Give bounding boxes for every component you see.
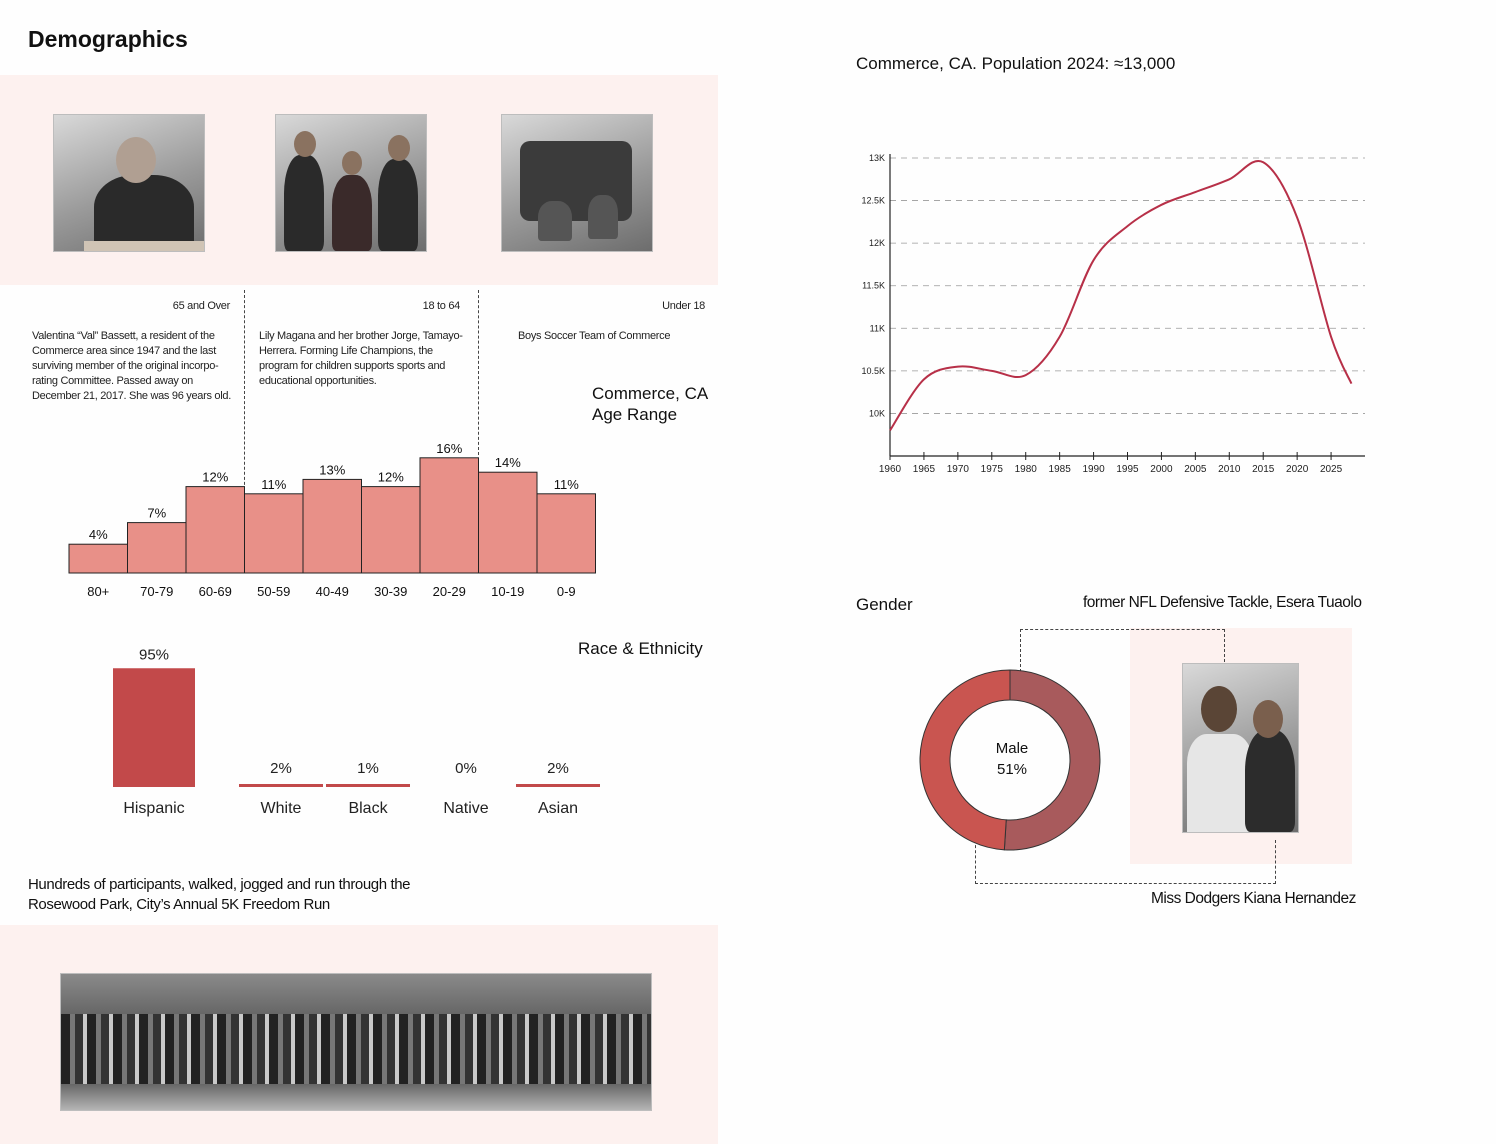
race-category-label: Asian — [537, 800, 579, 817]
photo-valentina-bassett — [53, 114, 205, 252]
race-category-label: Black — [348, 800, 388, 817]
race-ethnicity-chart — [95, 635, 615, 825]
age-tick-label: 10-19 — [491, 584, 525, 599]
age-bar — [186, 487, 245, 573]
photo-caption: Valentina “Val” Bassett, a resident of the Commerce area since 1947 and the last surviving member of the original incorpo-rating Committee. Passed away on December 21, 2017. She was 96 years old. — [32, 330, 231, 402]
photo-caption: Lily Magana and her brother Jorge, Tamayo-Herrera. Forming Life Champions, the program for children supports sports and educational opportunities. — [259, 330, 463, 387]
gender-donut-chart — [918, 668, 1102, 852]
x-tick-label: 1975 — [980, 464, 1003, 475]
photo-lily-jorge — [275, 114, 427, 252]
photo-caption-bottom: Miss Dodgers Kiana Hernandez — [1151, 890, 1356, 907]
y-tick-label: 13K — [868, 153, 885, 163]
age-bar-label: 12% — [377, 469, 404, 485]
population-chart — [850, 140, 1380, 485]
race-bar — [113, 668, 195, 787]
age-chart-title: Commerce, CA — [592, 384, 709, 403]
age-bar-label: 12% — [202, 469, 229, 485]
race-chart-title: Race & Ethnicity — [578, 639, 703, 658]
x-tick-label: 1990 — [1082, 464, 1105, 475]
y-tick-label: 12.5K — [861, 195, 885, 206]
age-bar-label: 7% — [147, 505, 167, 521]
race-bar-label: 1% — [357, 760, 379, 777]
x-tick-label: 1960 — [878, 464, 902, 475]
age-bar-label: 11% — [261, 476, 287, 492]
divider-line — [478, 290, 479, 455]
age-tick-label: 60-69 — [198, 584, 232, 599]
photo-tuaolo-hernandez — [1182, 663, 1299, 833]
y-tick-label: 11K — [869, 323, 885, 334]
race-bar-label: 95% — [138, 646, 170, 664]
age-tick-label: 70-79 — [140, 584, 174, 599]
age-tick-label: 80+ — [87, 584, 110, 599]
age-category-label: Under 18 — [662, 300, 705, 312]
race-bar-label: 2% — [270, 760, 292, 777]
run-caption: Hundreds of participants, walked, jogged and run through the — [28, 876, 411, 893]
age-bar-label: 11% — [553, 476, 579, 492]
age-bar-label: 13% — [319, 462, 346, 478]
page-title: Demographics — [28, 26, 188, 52]
x-tick-label: 2000 — [1150, 464, 1173, 475]
age-tick-label: 30-39 — [374, 584, 408, 599]
age-category-label: 65 and Over — [172, 300, 230, 312]
age-bar-label: 4% — [88, 527, 108, 543]
y-tick-label: 11.5K — [862, 280, 885, 291]
y-tick-label: 12K — [868, 238, 885, 249]
run-caption: Rosewood Park, City’s Annual 5K Freedom Run — [28, 896, 330, 913]
x-tick-label: 2020 — [1286, 464, 1309, 475]
race-bar — [326, 784, 410, 787]
race-bar-label: 2% — [547, 760, 569, 777]
donut-slice-male — [1004, 670, 1100, 850]
age-bar — [479, 472, 538, 573]
age-chart-subtitle: Age Range — [592, 405, 678, 424]
age-bar-label: 16% — [436, 440, 463, 456]
age-tick-label: 0-9 — [556, 584, 576, 599]
age-tick-label: 40-49 — [315, 584, 349, 599]
donut-center-label: Male — [995, 740, 1029, 757]
photo-caption-top: former NFL Defensive Tackle, Esera Tuaolo — [1083, 594, 1362, 611]
population-line — [890, 161, 1351, 431]
gender-title: Gender — [856, 595, 913, 614]
x-tick-label: 1970 — [946, 464, 969, 475]
race-category-label: Hispanic — [123, 800, 185, 817]
race-bar — [239, 784, 323, 787]
age-range-chart — [60, 435, 605, 610]
age-bar — [420, 458, 479, 573]
x-tick-label: 2025 — [1319, 464, 1343, 475]
x-tick-label: 2010 — [1218, 464, 1241, 475]
age-bar — [128, 523, 187, 573]
y-tick-label: 10K — [868, 408, 885, 419]
x-tick-label: 1980 — [1014, 464, 1037, 475]
x-tick-label: 1985 — [1048, 464, 1071, 475]
donut-slice-female — [920, 670, 1010, 850]
age-tick-label: 20-29 — [432, 584, 466, 599]
photo-caption: Boys Soccer Team of Commerce — [518, 330, 671, 342]
age-bar — [537, 494, 596, 573]
y-tick-label: 10.5K — [861, 365, 885, 376]
x-tick-label: 1965 — [912, 464, 936, 475]
race-bar — [516, 784, 600, 787]
photo-soccer-team — [501, 114, 653, 252]
age-tick-label: 50-59 — [257, 584, 291, 599]
donut-center-value: 51% — [996, 761, 1028, 778]
age-bar — [245, 494, 304, 573]
photo-freedom-run — [60, 973, 652, 1111]
x-tick-label: 2015 — [1252, 464, 1275, 475]
race-category-label: Native — [443, 800, 489, 817]
age-bar — [69, 544, 128, 573]
x-tick-label: 2005 — [1184, 464, 1207, 475]
age-bar-label: 14% — [494, 455, 521, 471]
x-tick-label: 1995 — [1116, 464, 1139, 475]
population-chart-title: Commerce, CA. Population 2024: ≈13,000 — [856, 54, 1176, 73]
age-bar — [303, 479, 362, 573]
race-category-label: White — [260, 800, 302, 817]
race-bar-label: 0% — [455, 760, 477, 777]
age-bar — [362, 487, 421, 573]
age-category-label: 18 to 64 — [422, 300, 460, 312]
